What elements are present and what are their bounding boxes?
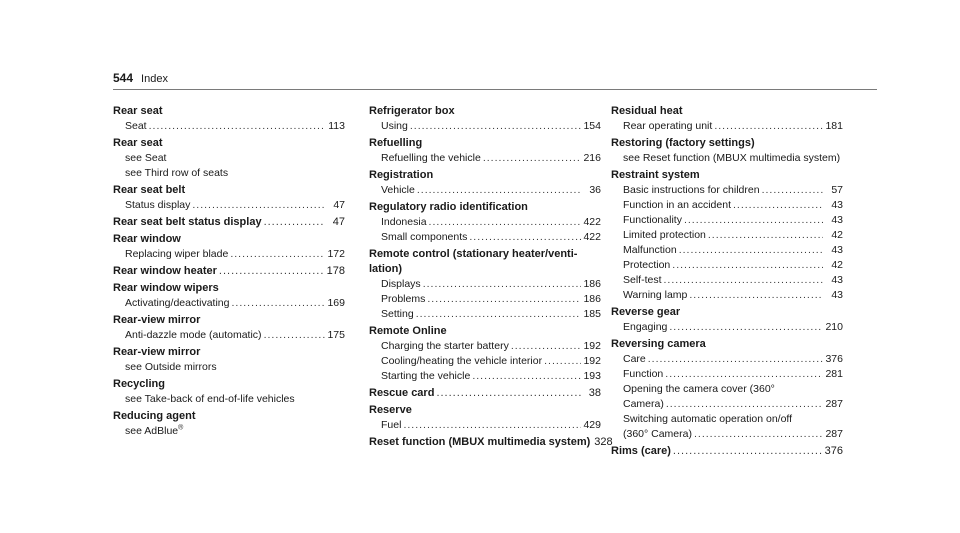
page-ref[interactable]: 154: [583, 120, 601, 132]
index-subentry[interactable]: [611, 288, 843, 303]
index-entry: [611, 337, 843, 442]
index-entry: [369, 247, 601, 322]
dot-leader: [219, 264, 325, 279]
page-ref[interactable]: 193: [583, 370, 601, 382]
index-subentry[interactable]: [369, 183, 601, 198]
index-entry: [113, 313, 345, 343]
page-ref[interactable]: 43: [831, 214, 843, 226]
index-subentry[interactable]: [113, 119, 345, 134]
dot-leader: [410, 119, 581, 134]
dot-leader: [416, 307, 581, 322]
dot-leader: [427, 292, 581, 307]
entry-text: Replacing wiper blade: [125, 248, 229, 260]
section-title: Index: [141, 73, 168, 85]
index-subentry[interactable]: [611, 183, 843, 198]
index-subentry[interactable]: [611, 352, 843, 367]
index-entry: [113, 215, 345, 230]
index-entry: [113, 377, 345, 407]
index-heading-with-page[interactable]: [113, 264, 345, 279]
index-entry: [113, 104, 345, 134]
index-entry: [369, 104, 601, 134]
index-heading: Reverse gear: [611, 306, 681, 318]
index-subentry[interactable]: [611, 258, 843, 273]
index-heading-with-page[interactable]: [113, 215, 345, 230]
index-heading: Rear-view mirror: [113, 314, 201, 326]
page-ref[interactable]: 181: [825, 120, 843, 132]
index-subentry-continued[interactable]: [611, 397, 843, 412]
entry-text: Limited protection: [623, 229, 706, 241]
page-ref[interactable]: 57: [831, 184, 843, 196]
index-cross-reference[interactable]: see AdBlue®: [125, 424, 184, 437]
page-ref[interactable]: 43: [831, 289, 843, 301]
entry-text: Reset function (MBUX multimedia system): [369, 436, 591, 448]
dot-leader: [231, 296, 325, 311]
entry-text: Protection: [623, 259, 671, 271]
index-entry: [369, 136, 601, 166]
dot-leader: [762, 183, 823, 198]
dot-leader: [472, 369, 581, 384]
index-heading: Registration: [369, 169, 434, 181]
index-subentry[interactable]: [611, 119, 843, 134]
page-ref[interactable]: 185: [583, 308, 601, 320]
page-ref[interactable]: 47: [332, 216, 345, 228]
index-subentry[interactable]: [369, 418, 601, 433]
index-entry: [113, 264, 345, 279]
index-heading: Reserve: [369, 404, 412, 416]
index-heading: Rear seat: [113, 105, 163, 117]
entry-text: Rims (care): [611, 445, 671, 457]
index-heading-with-page[interactable]: [369, 386, 601, 401]
header-divider: [113, 89, 877, 90]
entry-text: Rear window heater: [113, 265, 217, 277]
index-subentry[interactable]: [611, 243, 843, 258]
index-cross-reference[interactable]: see Outside mirrors: [125, 361, 217, 373]
entry-text: Indonesia: [381, 216, 427, 228]
index-column-1: [113, 104, 345, 441]
index-entry: [369, 200, 601, 245]
index-subentry[interactable]: [369, 151, 601, 166]
entry-text: Cooling/heating the vehicle interior: [381, 355, 543, 367]
index-entry: [369, 403, 601, 433]
index-heading: Reducing agent: [113, 410, 196, 422]
page-ref[interactable]: 192: [583, 340, 601, 352]
page-ref[interactable]: 172: [327, 248, 345, 260]
index-subentry[interactable]: [113, 296, 345, 311]
dot-leader: [648, 352, 823, 367]
page-ref[interactable]: 169: [327, 297, 345, 309]
dot-leader: [511, 339, 581, 354]
index-subentry[interactable]: [369, 230, 601, 245]
dot-leader: [708, 228, 823, 243]
page-ref[interactable]: 192: [583, 355, 601, 367]
index-cross-reference[interactable]: see Seat: [125, 152, 167, 164]
index-heading: Rear window wipers: [113, 282, 219, 294]
dot-leader: [665, 367, 823, 382]
index-heading: Residual heat: [611, 105, 683, 117]
page-ref[interactable]: 328: [594, 436, 613, 448]
index-subentry[interactable]: [369, 292, 601, 307]
entry-text: Displays: [381, 278, 421, 290]
index-heading: Remote Online: [369, 325, 447, 337]
page-ref[interactable]: 281: [825, 368, 843, 380]
index-heading: Recycling: [113, 378, 165, 390]
index-subentry[interactable]: [611, 198, 843, 213]
entry-text: Starting the vehicle: [381, 370, 471, 382]
index-heading: Restraint system: [611, 169, 700, 181]
page-ref[interactable]: 42: [831, 259, 843, 271]
registered-mark: ®: [178, 424, 184, 432]
page-ref[interactable]: 186: [583, 293, 601, 305]
entry-text: Warning lamp: [623, 289, 688, 301]
index-entry: [611, 168, 843, 303]
index-heading: Rear-view mirror: [113, 346, 201, 358]
dot-leader: [149, 119, 325, 134]
dot-leader: [230, 247, 325, 262]
index-subentry-continued[interactable]: [611, 427, 843, 442]
index-heading: Rear seat belt: [113, 184, 186, 196]
entry-text: Self-test: [623, 274, 662, 286]
dot-leader: [672, 258, 823, 273]
page-ref[interactable]: 210: [825, 321, 843, 333]
index-heading: Remote control (stationary heater/venti-: [369, 248, 578, 260]
index-entry: [611, 305, 843, 335]
entry-text: Charging the starter battery: [381, 340, 509, 352]
dot-leader: [423, 277, 581, 292]
page-ref[interactable]: 43: [831, 274, 843, 286]
entry-text: Basic instructions for children: [623, 184, 760, 196]
dot-leader: [469, 230, 581, 245]
index-entry: [113, 345, 345, 375]
page-ref[interactable]: 422: [583, 216, 601, 228]
index-subentry[interactable]: [369, 307, 601, 322]
page-ref[interactable]: 376: [824, 445, 843, 457]
dot-leader: [403, 418, 581, 433]
entry-text: Activating/deactivating: [125, 297, 230, 309]
entry-text: Seat: [125, 120, 147, 132]
dot-leader: [733, 198, 823, 213]
index-entry: [611, 444, 843, 459]
entry-text: Function: [623, 368, 664, 380]
entry-text: (360° Camera): [623, 428, 692, 440]
page-ref[interactable]: 36: [589, 184, 601, 196]
page-ref[interactable]: 216: [583, 152, 601, 164]
index-subentry[interactable]: [369, 119, 601, 134]
index-entry: [113, 281, 345, 311]
page-ref[interactable]: 42: [831, 229, 843, 241]
index-subentry: Switching automatic operation on/off: [623, 413, 793, 425]
index-column-3: [611, 104, 843, 461]
index-subentry[interactable]: [369, 339, 601, 354]
dot-leader: [669, 320, 823, 335]
entry-text: Engaging: [623, 321, 668, 333]
index-heading-with-page[interactable]: [611, 444, 843, 459]
page-ref[interactable]: 178: [326, 265, 345, 277]
entry-text: Rescue card: [369, 387, 435, 399]
entry-text: Rear operating unit: [623, 120, 713, 132]
page-ref[interactable]: 287: [825, 428, 843, 440]
dot-leader: [666, 397, 823, 412]
dot-leader: [684, 213, 823, 228]
index-subentry[interactable]: [369, 215, 601, 230]
dot-leader: [689, 288, 823, 303]
page-ref[interactable]: 175: [327, 329, 345, 341]
index-column-2: [369, 104, 613, 452]
dot-leader: [483, 151, 581, 166]
index-entry: [113, 136, 345, 181]
entry-text: Status display: [125, 199, 191, 211]
page-header: [113, 71, 168, 87]
index-subentry[interactable]: [113, 198, 345, 213]
dot-leader: [264, 328, 325, 343]
index-subentry[interactable]: [113, 328, 345, 343]
index-subentry[interactable]: [369, 369, 601, 384]
index-entry: [369, 168, 601, 198]
index-subentry[interactable]: [611, 320, 843, 335]
index-cross-reference[interactable]: see Take-back of end-of-life vehicles: [125, 393, 295, 405]
index-heading: Refrigerator box: [369, 105, 455, 117]
index-subentry[interactable]: [611, 213, 843, 228]
dot-leader: [714, 119, 823, 134]
page-ref[interactable]: 376: [825, 353, 843, 365]
index-entry: [113, 232, 345, 262]
dot-leader: [679, 243, 823, 258]
index-cross-reference[interactable]: see Reset function (MBUX multimedia system): [623, 152, 841, 164]
page-ref[interactable]: 43: [831, 199, 843, 211]
index-subentry[interactable]: [369, 277, 601, 292]
dot-leader: [436, 386, 581, 401]
entry-text: Refuelling the vehicle: [381, 152, 481, 164]
entry-text: Anti-dazzle mode (automatic): [125, 329, 262, 341]
dot-leader: [673, 444, 823, 459]
entry-text: Care: [623, 353, 646, 365]
index-entry: [369, 435, 613, 450]
page-ref[interactable]: 113: [328, 120, 345, 132]
dot-leader: [192, 198, 325, 213]
entry-text: Problems: [381, 293, 426, 305]
page-ref[interactable]: 38: [588, 387, 601, 399]
page-number: 544: [113, 71, 134, 85]
index-entry: [611, 136, 843, 166]
index-entry: [113, 409, 345, 439]
dot-leader: [544, 354, 581, 369]
index-heading: Refuelling: [369, 137, 423, 149]
entry-text: Rear seat belt status display: [113, 216, 262, 228]
index-entry: [611, 104, 843, 134]
dot-leader: [664, 273, 823, 288]
entry-text: Using: [381, 120, 408, 132]
index-subentry: Opening the camera cover (360°: [623, 383, 775, 395]
index-heading: Regulatory radio identification: [369, 201, 528, 213]
index-heading: Reversing camera: [611, 338, 706, 350]
dot-leader: [694, 427, 823, 442]
index-entry: [113, 183, 345, 213]
entry-text: Functionality: [623, 214, 682, 226]
entry-text: Camera): [623, 398, 664, 410]
dot-leader: [417, 183, 581, 198]
entry-text: Fuel: [381, 419, 402, 431]
index-heading: Restoring (factory settings): [611, 137, 755, 149]
entry-text: Vehicle: [381, 184, 415, 196]
page-ref[interactable]: 429: [583, 419, 601, 431]
index-heading: Rear seat: [113, 137, 163, 149]
index-entry: [369, 324, 601, 384]
index-heading-continued: lation): [369, 263, 402, 275]
index-cross-reference[interactable]: see Third row of seats: [125, 167, 229, 179]
entry-text: Small components: [381, 231, 468, 243]
page-ref[interactable]: 287: [825, 398, 843, 410]
index-subentry[interactable]: [611, 273, 843, 288]
entry-text: Function in an accident: [623, 199, 731, 211]
dot-leader: [429, 215, 581, 230]
page-ref[interactable]: 43: [831, 244, 843, 256]
index-entry: [369, 386, 601, 401]
entry-text: Malfunction: [623, 244, 677, 256]
index-subentry[interactable]: [611, 367, 843, 382]
index-subentry[interactable]: [113, 247, 345, 262]
dot-leader: [264, 215, 325, 230]
entry-text: Setting: [381, 308, 414, 320]
page-ref[interactable]: 47: [333, 199, 345, 211]
page-ref[interactable]: 422: [583, 231, 601, 243]
index-subentry[interactable]: [369, 354, 601, 369]
index-heading: Rear window: [113, 233, 181, 245]
index-heading-with-page[interactable]: [369, 435, 613, 450]
index-subentry[interactable]: [611, 228, 843, 243]
page-ref[interactable]: 186: [583, 278, 601, 290]
